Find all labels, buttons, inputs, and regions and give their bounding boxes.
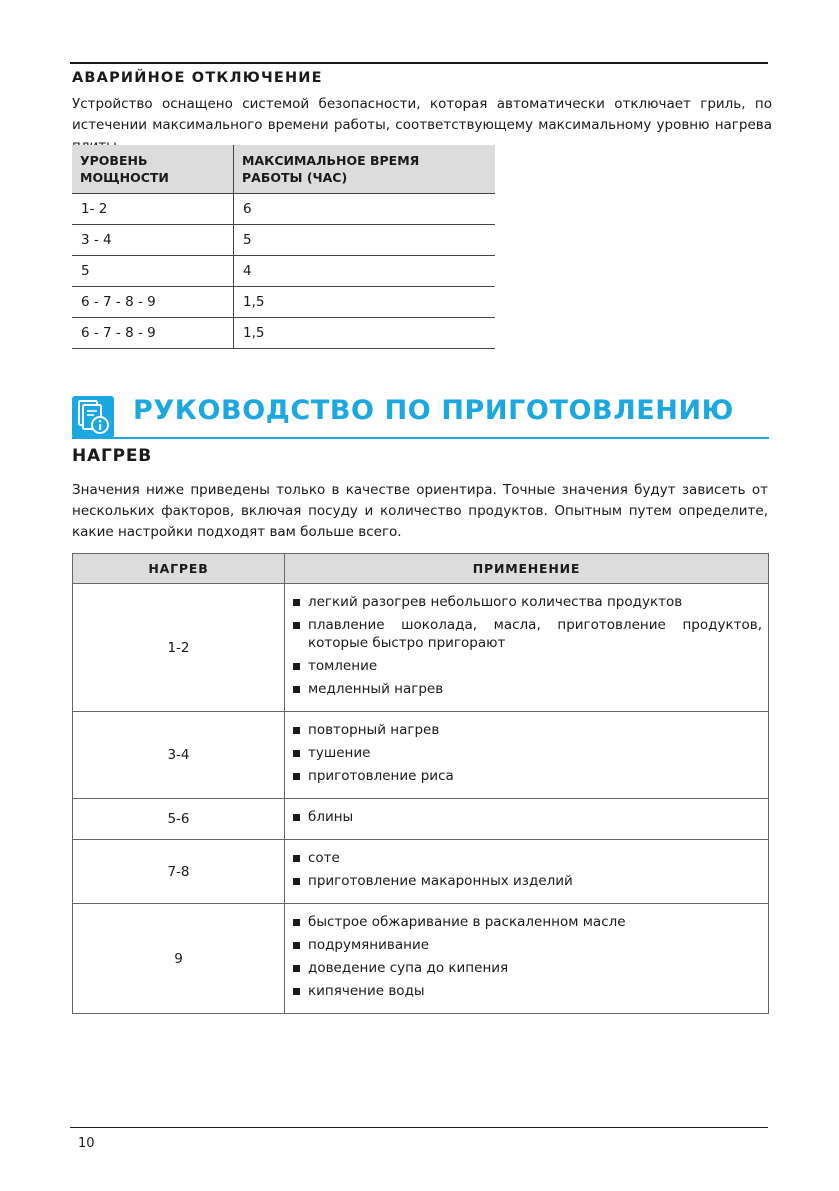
table-row	[72, 256, 495, 287]
usage-cell	[285, 712, 769, 799]
bullet-icon	[293, 622, 300, 629]
table-row	[73, 584, 769, 712]
list-item: соте	[291, 849, 762, 867]
heat-level-cell: 3-4	[73, 712, 285, 799]
heat-level-cell: 5-6	[73, 799, 285, 840]
list-item: приготовление макаронных изделий	[291, 872, 762, 890]
max-time-header: МАКСИМАЛЬНОЕ ВРЕМЯ РАБОТЫ (ЧАС)	[234, 145, 496, 194]
list-item: блины	[291, 808, 762, 826]
power-level-cell: 6 - 7 - 8 - 9	[72, 287, 234, 318]
bullet-icon	[293, 727, 300, 734]
power-level-cell: 3 - 4	[72, 225, 234, 256]
table-row	[73, 799, 769, 840]
bullet-icon	[293, 942, 300, 949]
heat-level-cell: 9	[73, 904, 285, 1014]
shutdown-text: Устройство оснащено системой безопасности, которая автоматически отключает гриль, по истечении максимального времени работы, соответствующему максимальному уровню нагрева	[72, 96, 772, 133]
bullet-icon	[293, 988, 300, 995]
list-item: кипячение воды	[291, 982, 762, 1000]
max-time-cell: 1,5	[234, 287, 496, 318]
max-time-cell: 1,5	[234, 318, 496, 349]
bullet-icon	[293, 663, 300, 670]
heating-text: Значения ниже приведены только в качестве ориентира. Точные значения будут зависеть от нескольких факторов, включая посуду и количество продуктов. Опытным путем определите, какие настройки подходят вам больше всего.	[72, 482, 768, 540]
list-item: медленный нагрев	[291, 680, 762, 698]
list-item: повторный нагрев	[291, 721, 762, 739]
list-item: приготовление риса	[291, 767, 762, 785]
list-item: плавление шоколада, масла, приготовление продуктов, которые быстро пригорают	[291, 616, 762, 652]
list-item: тушение	[291, 744, 762, 762]
shutdown-heading: АВАРИЙНОЕ ОТКЛЮЧЕНИЕ	[72, 70, 323, 86]
footer-divider	[70, 1127, 768, 1128]
table-row	[72, 287, 495, 318]
power-level-header: УРОВЕНЬ МОЩНОСТИ	[72, 145, 234, 194]
bullet-icon	[293, 965, 300, 972]
info-document-icon	[72, 396, 114, 438]
heating-table	[72, 553, 769, 1014]
table-row	[72, 318, 495, 349]
list-item: подрумянивание	[291, 936, 762, 954]
list-item: легкий разогрев небольшого количества продуктов	[291, 593, 762, 611]
table-row	[73, 840, 769, 904]
max-time-cell: 4	[234, 256, 496, 287]
section-title: РУКОВОДСТВО ПО ПРИГОТОВЛЕНИЮ	[133, 395, 734, 426]
bullet-icon	[293, 686, 300, 693]
bullet-icon	[293, 878, 300, 885]
table-row	[72, 194, 495, 225]
table-row	[73, 712, 769, 799]
section-divider	[72, 437, 769, 439]
list-item: быстрое обжаривание в раскаленном масле	[291, 913, 762, 931]
top-divider	[70, 62, 768, 64]
max-time-cell: 6	[234, 194, 496, 225]
bullet-icon	[293, 750, 300, 757]
heating-heading: НАГРЕВ	[72, 446, 153, 466]
bullet-icon	[293, 773, 300, 780]
table-header-row	[72, 145, 495, 194]
heat-level-cell: 1-2	[73, 584, 285, 712]
max-time-cell: 5	[234, 225, 496, 256]
bullet-icon	[293, 855, 300, 862]
power-level-cell: 6 - 7 - 8 - 9	[72, 318, 234, 349]
bullet-icon	[293, 814, 300, 821]
heat-level-cell: 7-8	[73, 840, 285, 904]
page-number: 10	[78, 1136, 95, 1151]
heat-level-header: НАГРЕВ	[73, 554, 285, 584]
list-item: доведение супа до кипения	[291, 959, 762, 977]
usage-header: ПРИМЕНЕНИЕ	[285, 554, 769, 584]
usage-cell	[285, 840, 769, 904]
usage-cell	[285, 584, 769, 712]
usage-cell	[285, 799, 769, 840]
power-level-cell: 1- 2	[72, 194, 234, 225]
shutdown-table	[72, 145, 495, 349]
table-header-row	[73, 554, 769, 584]
usage-cell	[285, 904, 769, 1014]
table-row	[73, 904, 769, 1014]
table-row	[72, 225, 495, 256]
bullet-icon	[293, 919, 300, 926]
list-item: томление	[291, 657, 762, 675]
power-level-cell: 5	[72, 256, 234, 287]
bullet-icon	[293, 599, 300, 606]
